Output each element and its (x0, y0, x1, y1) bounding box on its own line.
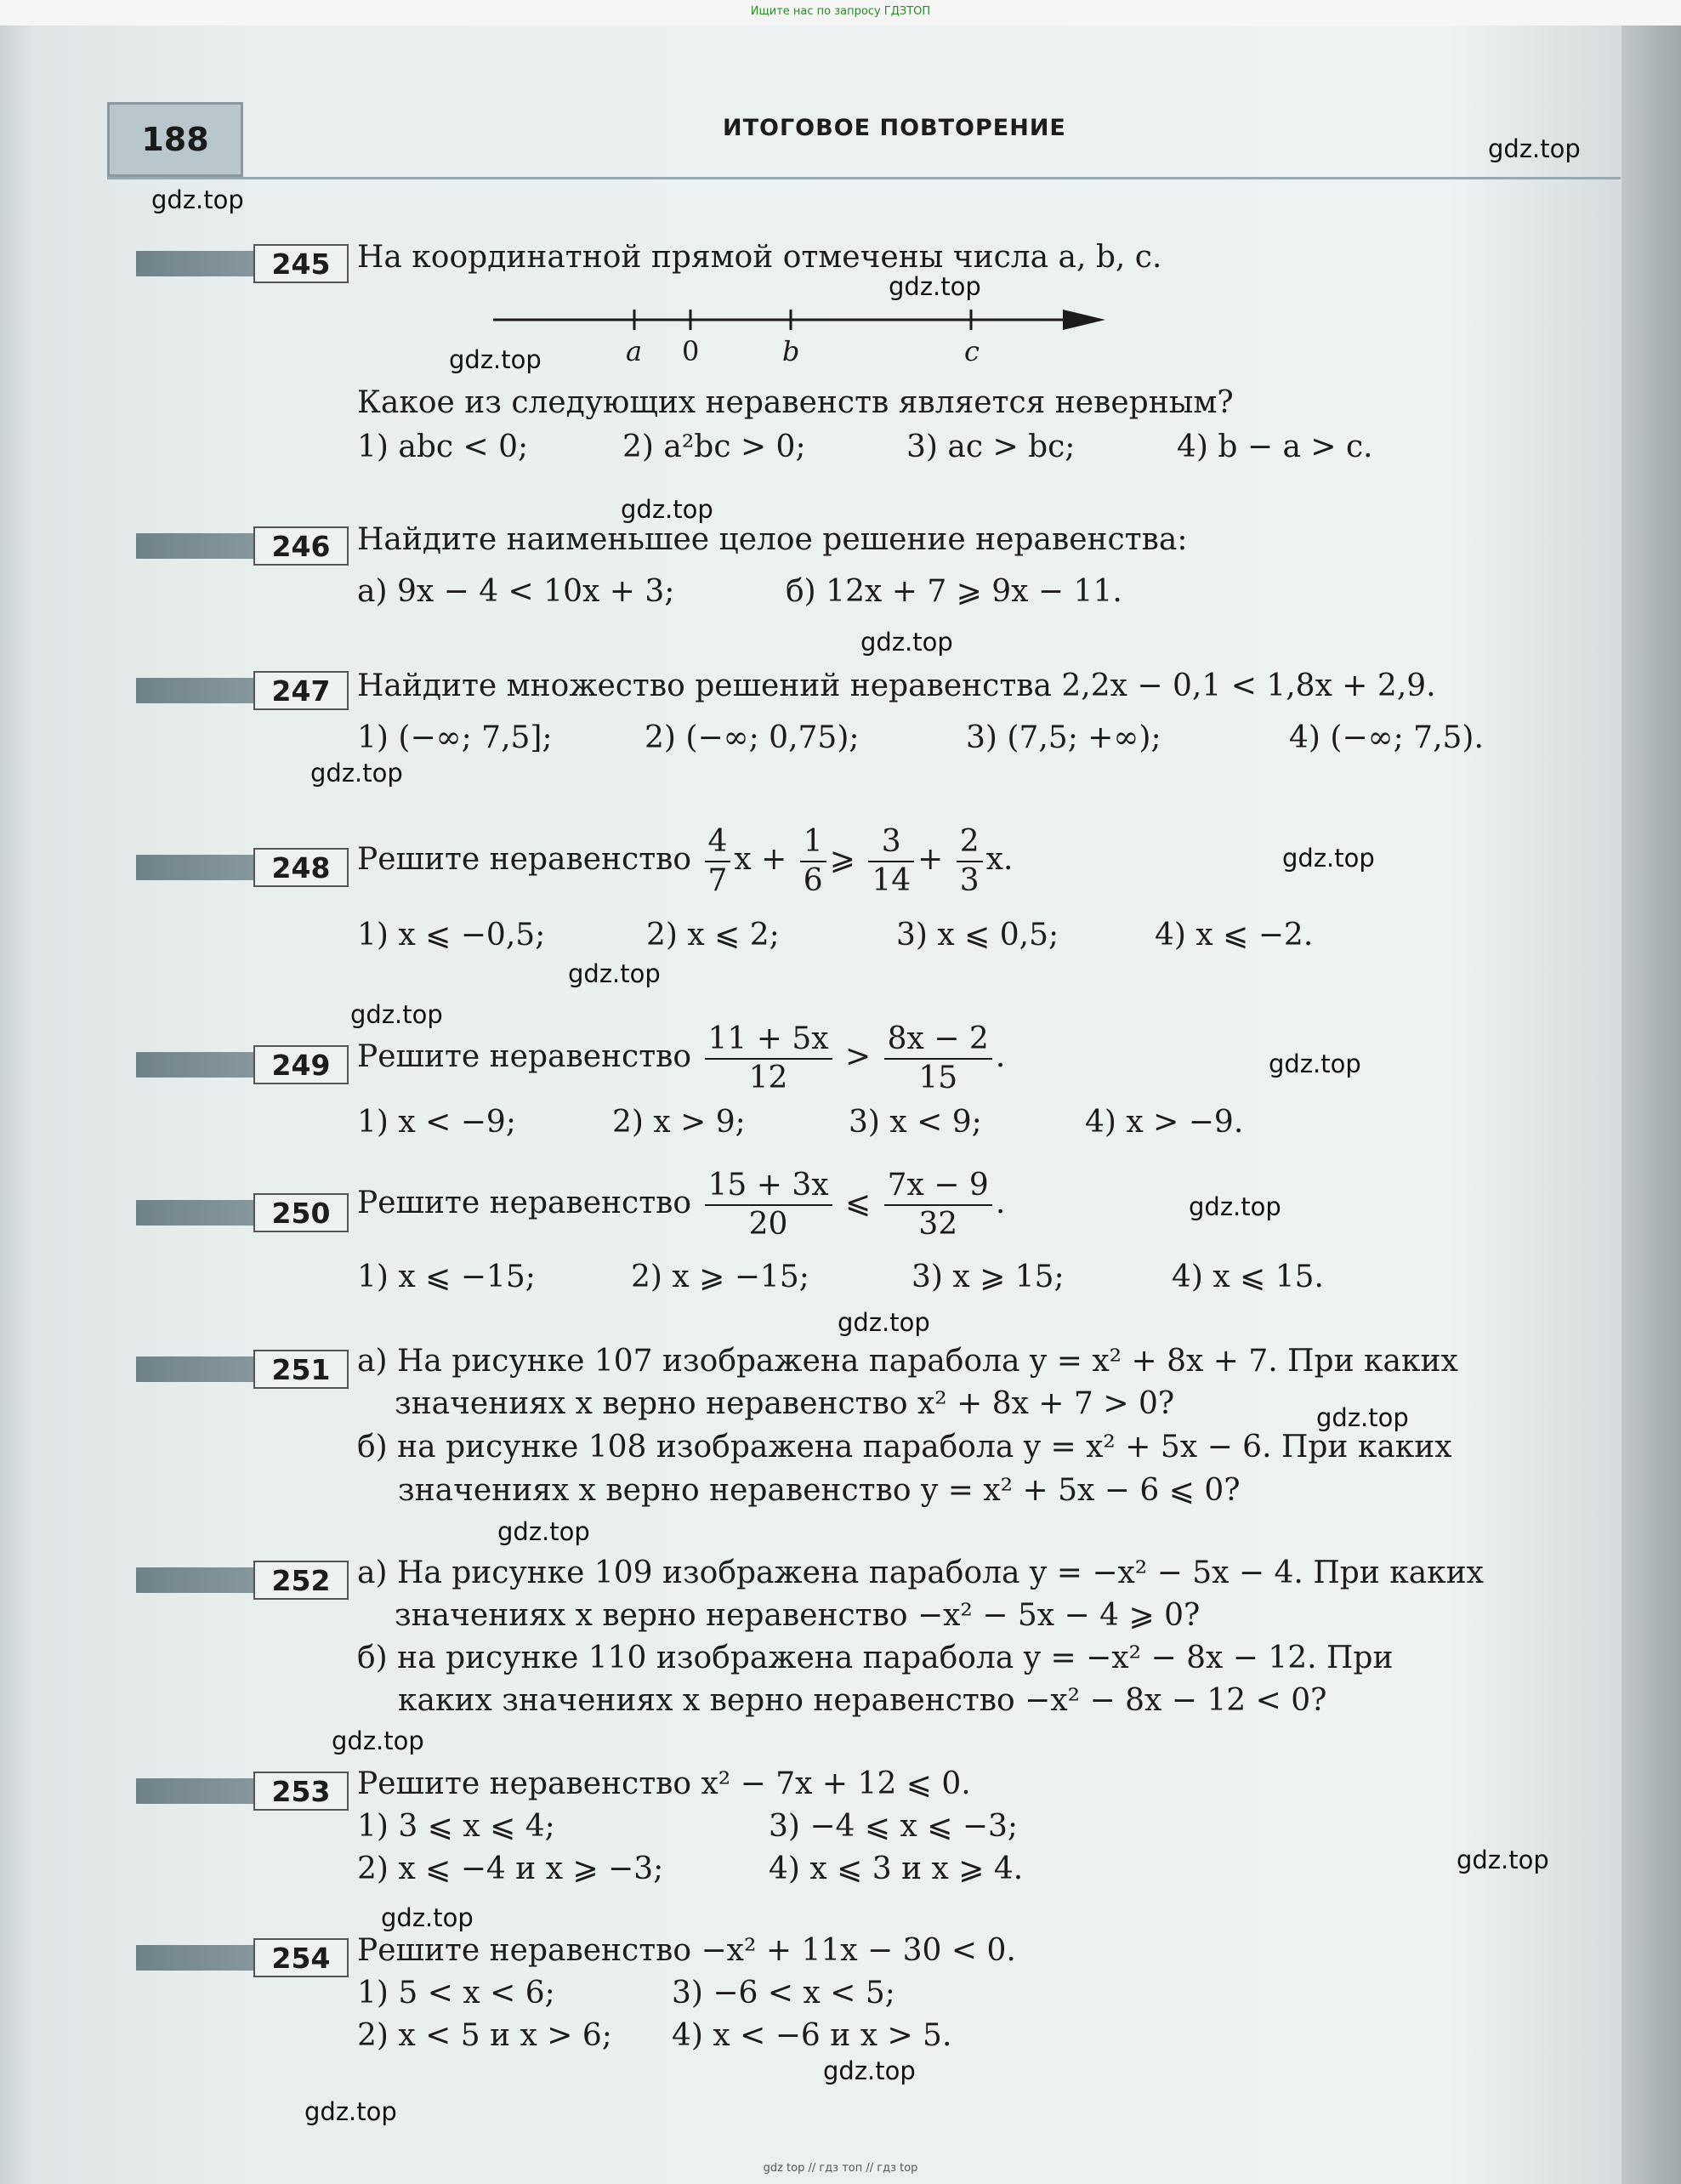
answer-option: 1) abc < 0; (357, 429, 529, 464)
page-number: 188 (107, 102, 243, 177)
answer-option: 2) x > 9; (612, 1105, 746, 1140)
tick-label-c: c (964, 335, 980, 367)
fraction: $\frac{2}{3}$ (957, 827, 983, 896)
problem-text: б) на рисунке 108 изображена парабола y = x² + 5x − 6. При каких (357, 1430, 1452, 1465)
watermark: gdz.top (1282, 844, 1375, 873)
watermark: gdz.top (310, 759, 403, 788)
answer-option: 4) x ⩽ 3 и x ⩾ 4. (769, 1851, 1024, 1886)
watermark: gdz.top (1488, 134, 1581, 163)
bottom-note: gdz top // гдз топ // гдз top (763, 2162, 918, 2175)
watermark: gdz.top (838, 1308, 930, 1337)
inequality-expression: Решите неравенство $\frac{15 + 3x}{20}$ ⩽ $\frac{7x - 9}{32}$ . (357, 1168, 1006, 1242)
fraction: $\frac{7x - 9}{32}$ (884, 1170, 992, 1240)
tick-label-a: a (626, 335, 643, 367)
problem-text: На координатной прямой отмечены числа a, b, c. (357, 240, 1162, 275)
watermark: gdz.top (350, 1000, 443, 1029)
top-note: Ищите нас по запросу ГДЗТОП (750, 5, 931, 18)
problem-number: 250 (253, 1193, 349, 1232)
watermark: gdz.top (1457, 1846, 1549, 1874)
problem-text: Решите неравенство (357, 1186, 692, 1220)
answer-option: 1) 5 < x < 6; (357, 1976, 555, 2011)
problem-text: б) на рисунке 110 изображена парабола y = −x² − 8x − 12. При (357, 1641, 1394, 1675)
watermark: gdz.top (889, 272, 981, 301)
watermark: gdz.top (621, 495, 713, 524)
problem-text: а) На рисунке 107 изображена парабола y = x² + 8x + 7. При каких (357, 1344, 1458, 1379)
answer-option: 3) x < 9; (849, 1105, 982, 1140)
problem-text: Решите неравенство (357, 1039, 692, 1074)
problem-text: Найдите множество решений неравенства 2,2x − 0,1 < 1,8x + 2,9. (357, 668, 1436, 703)
tick-label-b: b (782, 335, 800, 367)
answer-option: 4) x ⩽ 15. (1172, 1260, 1324, 1294)
answer-option: 3) x ⩽ 0,5; (896, 918, 1059, 953)
problem-number: 248 (253, 848, 349, 887)
answer-option: 3) x ⩾ 15; (911, 1260, 1065, 1294)
watermark: gdz.top (823, 2056, 916, 2085)
fraction: $\frac{11 + 5x}{12}$ (705, 1024, 832, 1094)
problem-number: 247 (253, 671, 349, 710)
answer-option: 1) x < −9; (357, 1105, 516, 1140)
answer-option: 3) −6 < x < 5; (672, 1976, 895, 2011)
problem-text: Решите неравенство x² − 7x + 12 ⩽ 0. (357, 1766, 971, 1801)
fraction: $\frac{1}{6}$ (800, 827, 826, 896)
answer-option: 4) b − a > c. (1177, 429, 1373, 464)
watermark: gdz.top (151, 185, 244, 214)
page-edge-shadow (1621, 26, 1681, 2184)
problem-number: 246 (253, 526, 349, 566)
answer-option: 2) x ⩽ −4 и x ⩾ −3; (357, 1851, 664, 1886)
watermark: gdz.top (1316, 1403, 1409, 1432)
problem-number: 249 (253, 1045, 349, 1084)
problem-text: а) На рисунке 109 изображена парабола y = −x² − 5x − 4. При каких (357, 1556, 1484, 1590)
fraction: $\frac{4}{7}$ (705, 827, 731, 896)
answer-option: 1) x ⩽ −0,5; (357, 918, 546, 953)
watermark: gdz.top (449, 345, 542, 374)
answer-option: 2) x ⩾ −15; (631, 1260, 809, 1294)
watermark: gdz.top (1269, 1049, 1361, 1078)
problem-text: Решите неравенство −x² + 11x − 30 < 0. (357, 1933, 1016, 1968)
watermark: gdz.top (1189, 1192, 1281, 1221)
fraction: $\frac{8x - 2}{15}$ (884, 1024, 992, 1094)
answer-option: 2) (−∞; 0,75); (645, 720, 860, 755)
problem-number: 251 (253, 1350, 349, 1389)
problem-number: 254 (253, 1938, 349, 1977)
answer-option: 3) −4 ⩽ x ⩽ −3; (769, 1809, 1019, 1844)
header-divider (107, 177, 1621, 179)
problem-text: значениях x верно неравенство −x² − 5x − 4 ⩾ 0? (395, 1598, 1201, 1633)
answer-option: а) 9x − 4 < 10x + 3; (357, 574, 675, 609)
problem-question: Какое из следующих неравенств является неверным? (357, 385, 1234, 420)
inequality-expression: Решите неравенство $\frac{11 + 5x}{12}$ > $\frac{8x - 2}{15}$ . (357, 1021, 1006, 1095)
watermark: gdz.top (568, 959, 661, 988)
problem-number: 245 (253, 244, 349, 283)
answer-option: 4) x < −6 и x > 5. (672, 2018, 952, 2053)
answer-option: 4) (−∞; 7,5). (1289, 720, 1484, 755)
answer-option: б) 12x + 7 ⩾ 9x − 11. (786, 574, 1122, 609)
answer-option: 1) x ⩽ −15; (357, 1260, 536, 1294)
problem-text: каких значениях x верно неравенство −x² − 8x − 12 < 0? (398, 1683, 1327, 1718)
answer-option: 1) 3 ⩽ x ⩽ 4; (357, 1809, 555, 1844)
inequality-expression: Решите неравенство $\frac{4}{7}$ x + $\frac{1}{6}$ ⩾ $\frac{3}{14}$ + $\frac{2}{3}$ x. (357, 824, 1014, 898)
problem-text: Найдите наименьшее целое решение неравенства: (357, 522, 1188, 557)
watermark: gdz.top (381, 1903, 474, 1932)
fraction: $\frac{3}{14}$ (868, 827, 914, 896)
watermark: gdz.top (332, 1726, 424, 1755)
problem-text: значениях x верно неравенство y = x² + 5x − 6 ⩽ 0? (398, 1473, 1241, 1508)
problem-text: Решите неравенство (357, 842, 692, 877)
answer-option: 4) x > −9. (1085, 1105, 1244, 1140)
watermark: gdz.top (497, 1517, 590, 1546)
watermark: gdz.top (304, 2097, 397, 2126)
answer-option: 1) (−∞; 7,5]; (357, 720, 553, 755)
answer-option: 2) x ⩽ 2; (646, 918, 780, 953)
problem-number: 253 (253, 1772, 349, 1811)
answer-option: 2) x < 5 и x > 6; (357, 2018, 612, 2053)
problem-number: 252 (253, 1561, 349, 1600)
answer-option: 4) x ⩽ −2. (1155, 918, 1314, 953)
tick-label-zero: 0 (682, 335, 700, 367)
fraction: $\frac{15 + 3x}{20}$ (705, 1170, 832, 1240)
answer-option: 3) ac > bc; (906, 429, 1076, 464)
page-header: ИТОГОВОЕ ПОВТОРЕНИЕ (723, 115, 1066, 141)
watermark: gdz.top (860, 628, 953, 657)
problem-text: значениях x верно неравенство x² + 8x + 7 > 0? (395, 1386, 1175, 1421)
answer-option: 3) (7,5; +∞); (966, 720, 1161, 755)
answer-option: 2) a²bc > 0; (622, 429, 806, 464)
